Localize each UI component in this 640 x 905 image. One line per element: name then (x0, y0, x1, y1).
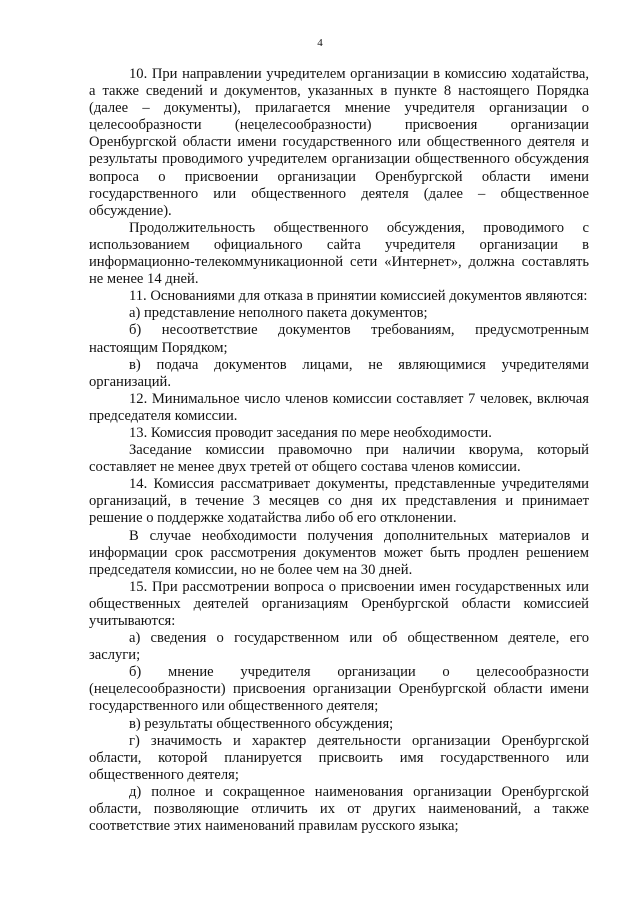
paragraph-13: 13. Комиссия проводит заседания по мере необходимости. (129, 424, 492, 441)
paragraph-11-a: а) представление неполного пакета документов; (129, 305, 428, 322)
paragraph-15: 15. При рассмотрении вопроса о присвоении имен государственных или общественных деятелей организациям Оренбургской области комиссией учитываются: (89, 578, 589, 629)
paragraph-11-b: б) несоответствие документов требованиям, предусмотренным настоящим Порядком; (89, 322, 589, 356)
paragraph-12: 12. Минимальное число членов комиссии составляет 7 человек, включая председателя комиссии. (89, 390, 589, 424)
paragraph-15-d: д) полное и сокращенное наименования организации Оренбургской области, позволяющие отличить их от других наименований, а также соответствие этих наименований правилам русского языка; (89, 783, 589, 835)
paragraph-15-v: в) результаты общественного обсуждения; (129, 715, 394, 732)
page-number: 4 (317, 37, 323, 49)
paragraph-duration: Продолжительность общественного обсуждения, проводимого с использованием официального сайта учредителя организации в информационно-телекоммуникационной сети «Интернет», должна составлять не менее 14 дней. (89, 219, 589, 288)
paragraph-11-v: в) подача документов лицами, не являющимися учредителями организаций. (89, 356, 589, 390)
paragraph-extension: В случае необходимости получения дополнительных материалов и информации срок рассмотрения документов может быть продлен решением председателя комиссии, но не более чем на 30 дней. (89, 527, 589, 578)
paragraph-11: 11. Основаниями для отказа в принятии комиссией документов являются: (129, 288, 588, 305)
paragraph-quorum: Заседание комиссии правомочно при наличии кворума, который составляет не менее двух третей от общего состава членов комиссии. (89, 442, 589, 476)
paragraph-15-g: г) значимость и характер деятельности организации Оренбургской области, которой планируется присвоить имя государственного или общественного деятеля; (89, 732, 589, 783)
paragraph-14: 14. Комиссия рассматривает документы, представленные учредителями организаций, в течение 3 месяцев со дня их представления и принимает решение о поддержке ходатайства либо об его отклонении. (89, 476, 589, 527)
paragraph-10: 10. При направлении учредителем организации в комиссию ходатайства, а также сведений и документов, указанных в пункте 8 настоящего Порядка (далее – документы), прилагается мнение учредителя организации о целесообразности (нецелесообразности) присвоения организации Оренбургской области имени государственного или общественного деятеля и результаты проводимого учредителем организации общественного обсуждения вопроса о присвоении организации Оренбургской области имени государственного или общественного деятеля (далее – общественное обсуждение). (89, 66, 589, 219)
paragraph-15-b: б) мнение учредителя организации о целесообразности (нецелесообразности) присвоения организации Оренбургской области имени государственного или общественного деятеля; (89, 664, 589, 715)
document-body (89, 66, 589, 835)
paragraph-15-a: а) сведения о государственном или об общественном деятеле, его заслуги; (89, 630, 589, 664)
